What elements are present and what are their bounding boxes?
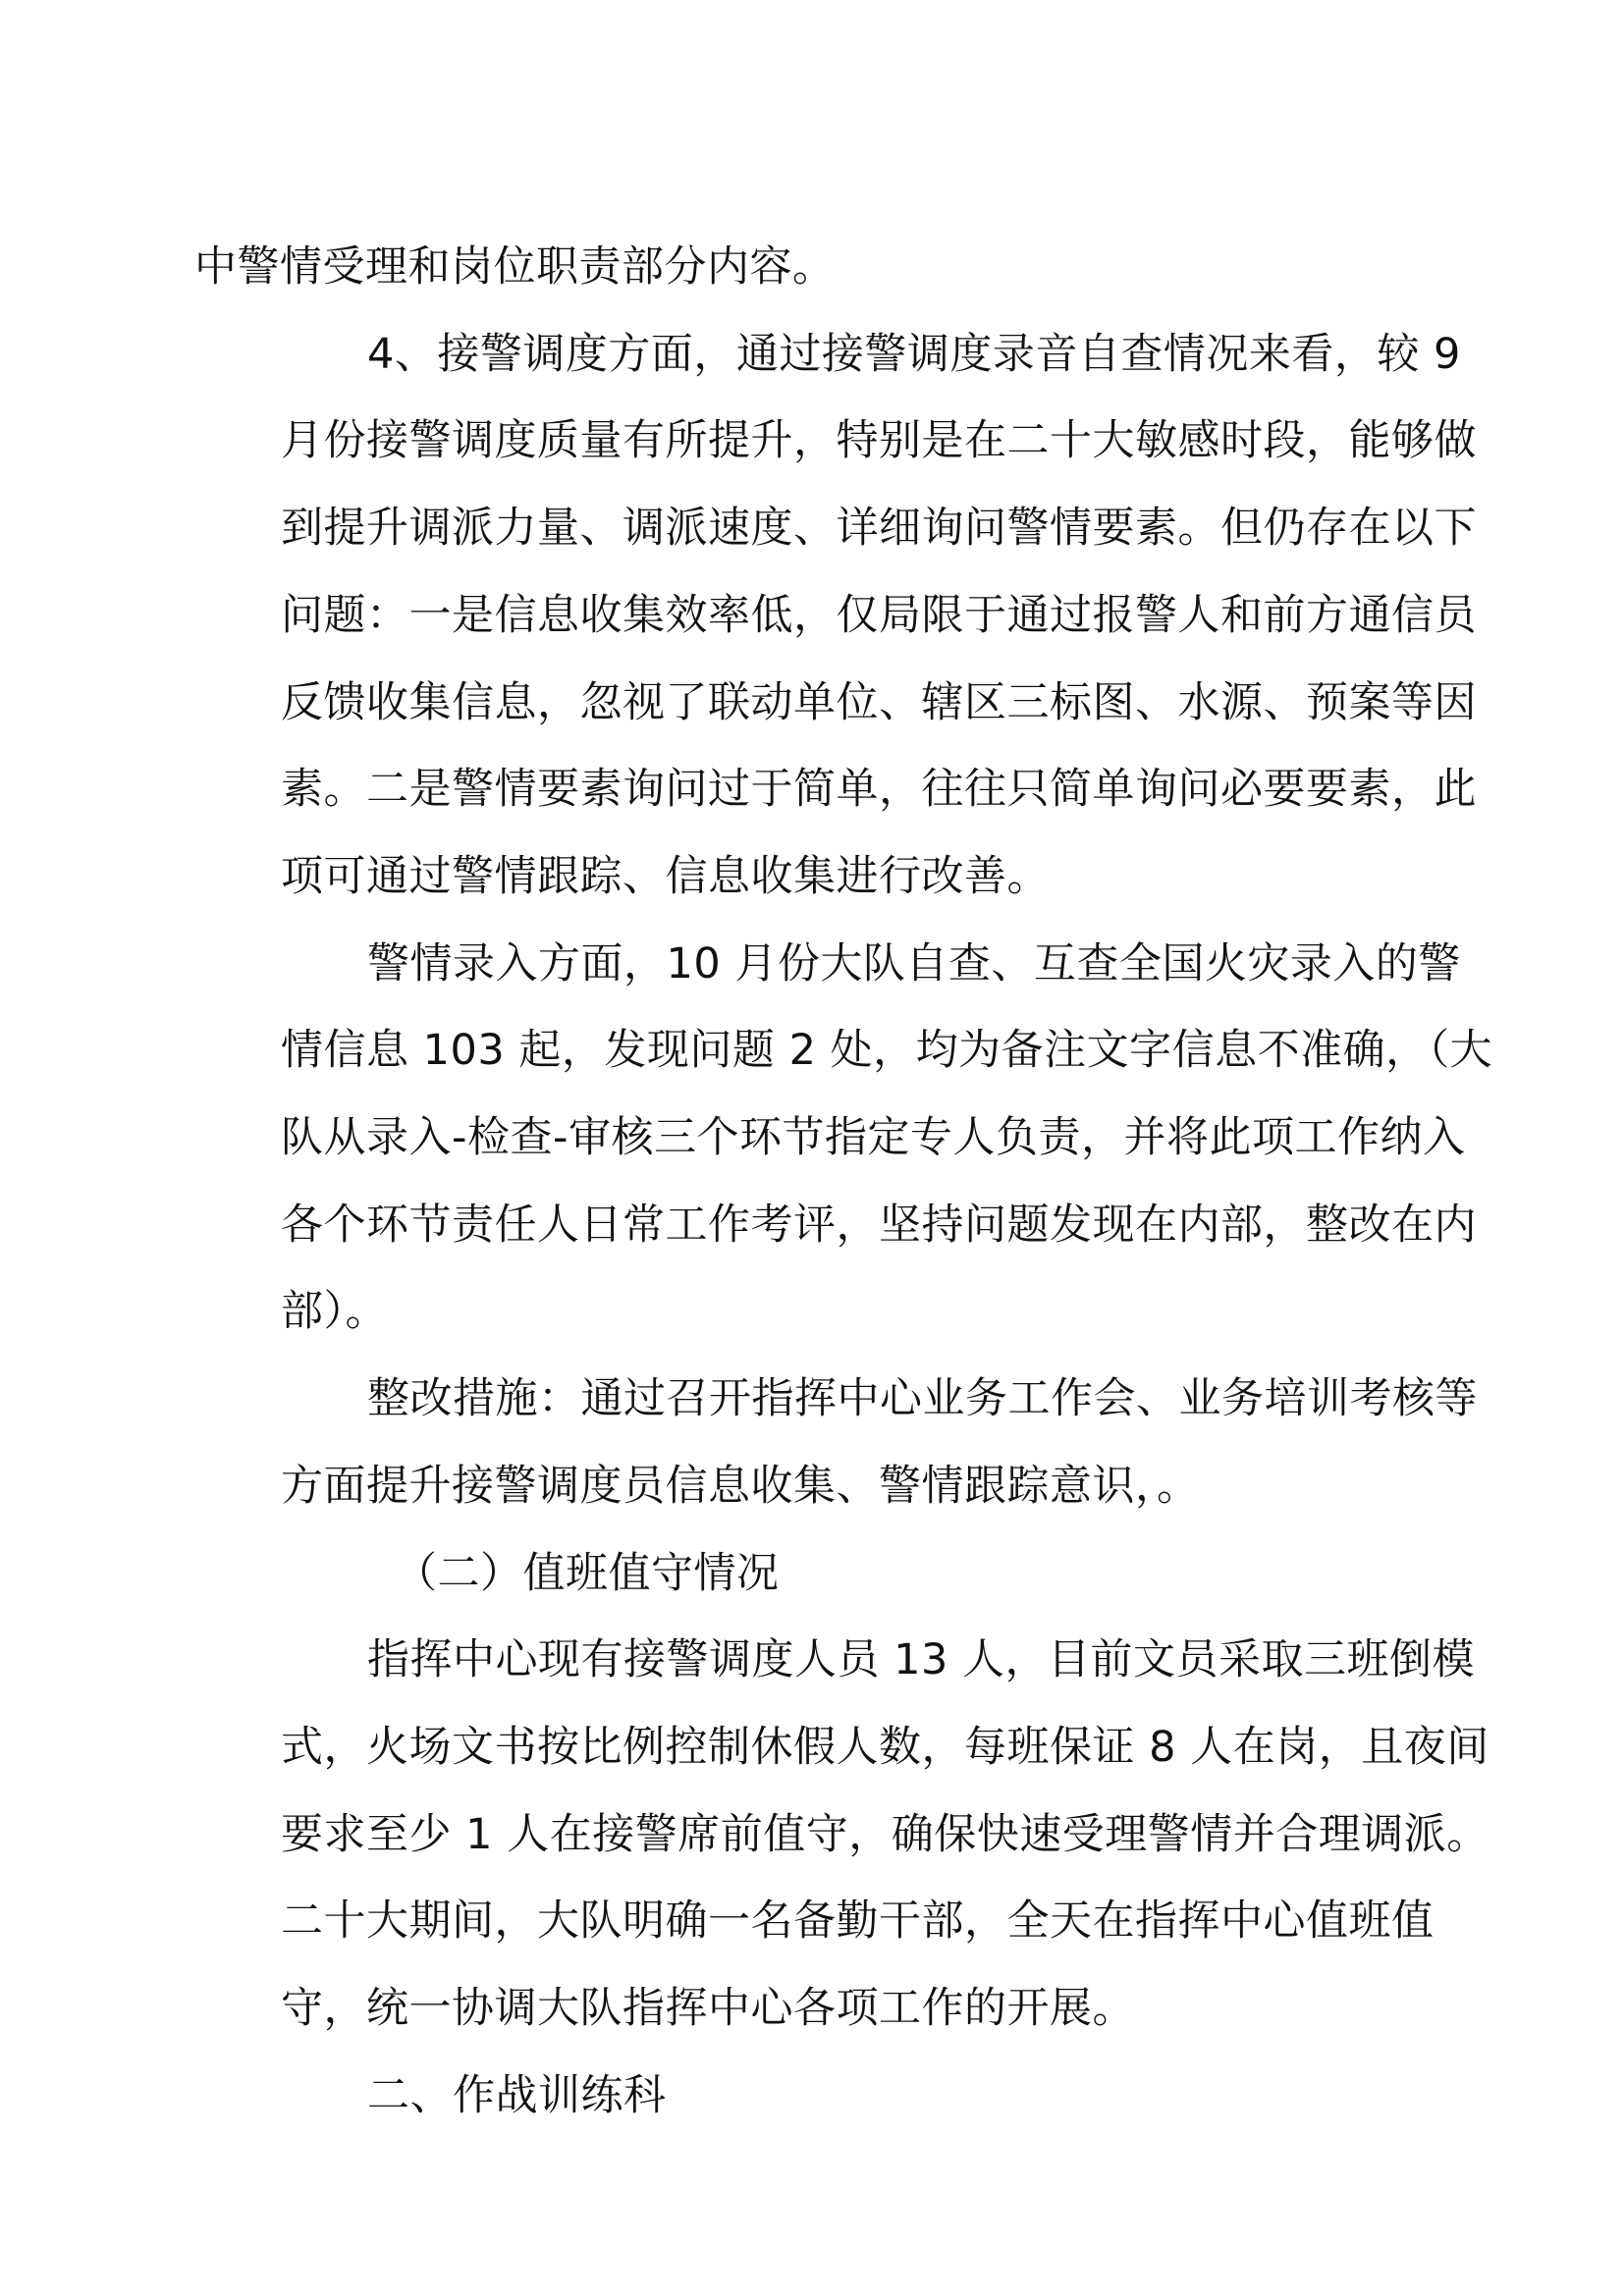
paragraph-dispatch [194,311,1477,921]
paragraph-staffing [194,1617,1489,2053]
text-line: 4、接警调度方面，通过接警调度录音自查情况来看，较 9 [367,329,1461,379]
text-line: 整改措施：通过召开指挥中心业务工作会、业务培训考核等 [367,1374,1478,1424]
paragraph-rectification [194,1356,1478,1529]
text-line: 警情录入方面，10 月份大队自查、互查全国火灾录入的警 [367,938,1461,988]
text-line: 到提升调派力量、调派速度、详细询问警情要素。但仍存在以下 [281,504,1477,554]
document-body [194,224,1493,2139]
paragraph-continuation [194,224,1434,311]
text-line: 各个环节责任人日常工作考评，坚持问题发现在内部，整改在内 [281,1200,1477,1250]
text-line: 式，火场文书按比例控制休假人数，每班保证 8 人在岗，且夜间 [281,1722,1489,1772]
text-line: 二十大期间，大队明确一名备勤干部，全天在指挥中心值班值 [281,1896,1435,1947]
text-line: 指挥中心现有接警调度人员 13 人，目前文员采取三班倒模 [367,1635,1476,1685]
heading-text: 二、作战训练科 [367,2070,667,2120]
text-line: 项可通过警情跟踪、信息收集进行改善。 [281,851,1050,901]
text-line: 要求至少 1 人在接警席前值守，确保快速受理警情并合理调派。 [281,1809,1489,1859]
section-heading-duty [194,1530,1434,1618]
text-line: 问题：一是信息收集效率低，仅局限于通过报警人和前方通信员 [281,590,1477,640]
text-line: 中警情受理和岗位职责部分内容。 [194,242,836,292]
text-line: 情信息 103 起，发现问题 2 处，均为备注文字信息不准确，（大 [281,1026,1493,1076]
text-line: 部）。 [281,1287,388,1337]
text-line: 队从录入-检查-审核三个环节指定专人负责，并将此项工作纳入 [281,1113,1466,1163]
heading-text: （二）值班值守情况 [395,1548,780,1598]
text-line: 方面提升接警调度员信息收集、警情跟踪意识，。 [281,1461,1200,1511]
text-line: 守，统一协调大队指挥中心各项工作的开展。 [281,1984,1135,2034]
section-heading-training [194,2053,1434,2140]
text-line: 素。二是警情要素询问过于简单，往往只简单询问必要要素，此 [281,765,1477,815]
paragraph-data-entry [194,921,1493,1357]
text-line: 反馈收集信息，忽视了联动单位、辖区三标图、水源、预案等因 [281,677,1477,727]
text-line: 月份接警调度质量有所提升，特别是在二十大敏感时段，能够做 [281,416,1477,466]
